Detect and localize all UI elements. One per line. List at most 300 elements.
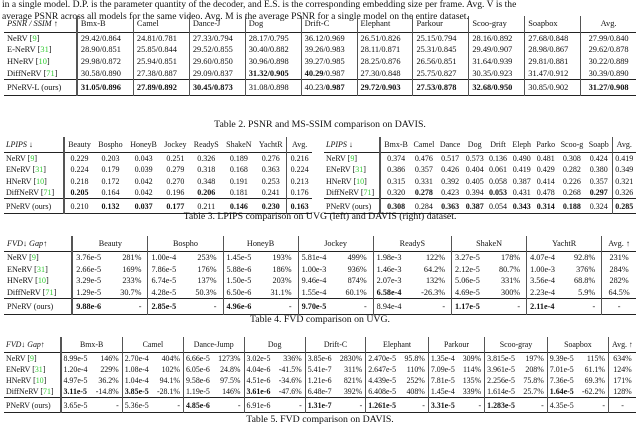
cell-value: 0.386 — [387, 165, 406, 175]
cell-value: 26.56/0.851 — [416, 56, 457, 66]
table-cell — [301, 56, 357, 68]
table-cell — [64, 187, 95, 199]
table-cell — [581, 56, 636, 68]
cell-value: 0.164 — [101, 187, 120, 197]
metric-header: LPIPS ↓ — [326, 140, 353, 149]
table-cell — [612, 153, 636, 165]
method-name: NeRV [9] — [7, 33, 40, 43]
table-cell — [126, 187, 160, 199]
table-row-ours — [4, 80, 636, 96]
cell-value: 3.29e-5 — [76, 276, 102, 286]
cell-psnr: 40.29 — [304, 68, 324, 78]
cell-value: 4.35e-5 — [549, 401, 574, 411]
gap-value: - — [422, 401, 425, 411]
fvd-value — [547, 386, 578, 398]
cell-value: 27.33/0.794 — [192, 33, 233, 43]
gap-value: -62.2% — [582, 387, 606, 397]
table-header-row — [4, 337, 636, 353]
gap-value: - — [517, 302, 521, 312]
gap-value: 97.5% — [220, 376, 241, 386]
table-cell — [486, 164, 509, 175]
table-row — [4, 252, 636, 264]
table-cell — [189, 56, 245, 68]
method-label: DiffNeRV — [326, 187, 359, 197]
cell-value: 0.179 — [101, 165, 120, 175]
table-cell — [64, 164, 95, 175]
table-cell — [586, 164, 612, 175]
col-header: Dog — [467, 140, 482, 149]
cell-value: 0.177 — [166, 201, 185, 211]
table-cell — [469, 32, 525, 44]
fvd-value — [547, 353, 578, 365]
citation-ref: 9 — [350, 154, 355, 164]
cell-value: 1.283e-5 — [487, 401, 515, 411]
method-name: DiffNeRV [71] — [6, 387, 54, 397]
gap-value: 309% — [462, 354, 482, 364]
gap-value: - — [177, 401, 180, 411]
method-name: DiffNeRV [71] — [7, 68, 58, 78]
table-row — [4, 164, 312, 175]
gap-value: - — [442, 302, 446, 312]
gap-value: -41.5% — [278, 365, 302, 375]
cell-value: 29.09/0.837 — [192, 68, 233, 78]
fvd-value — [485, 364, 520, 375]
cell-value: 6.74e-5 — [151, 276, 177, 286]
cell-value: 2.23e-4 — [530, 287, 555, 297]
col-header: Soapbox — [547, 337, 608, 353]
cell-value: 39.26/0.983 — [304, 45, 345, 55]
table-row — [4, 287, 636, 299]
gap-value: 115% — [586, 354, 606, 364]
col-header: Avg. — [581, 16, 636, 32]
cell-value: 30.96/0.898 — [248, 56, 289, 66]
cell-value: 6.50e-6 — [226, 287, 252, 297]
fvd-value — [61, 353, 92, 365]
table-cell — [586, 153, 612, 165]
method-label: DiffNeRV — [6, 187, 39, 197]
citation-ref: 9 — [32, 33, 37, 43]
cell-value: 0.392 — [441, 176, 460, 186]
gap-value: 176% — [197, 264, 217, 274]
method-label: NeRV — [7, 253, 28, 263]
gap-value: 135% — [462, 376, 482, 386]
col-header: Dog — [245, 16, 301, 32]
fvd-value — [244, 386, 275, 398]
table-cell — [486, 176, 509, 187]
table-cell — [463, 176, 486, 187]
avg-gap: 231% — [602, 252, 636, 264]
cell-value: 1.00e-3 — [530, 264, 555, 274]
fvd-value — [527, 264, 565, 275]
table-row — [4, 353, 636, 365]
gap-value: 499% — [347, 253, 367, 263]
method-name: NeRV [9] — [6, 354, 37, 364]
table-cell — [558, 187, 586, 199]
gap-value: 30.7% — [120, 287, 142, 297]
method-name: E-NeRV [31] — [7, 45, 52, 55]
cell-value: 5.06e-5 — [455, 276, 480, 286]
cell-value: 0.276 — [261, 154, 280, 164]
col-header: Drift-C — [301, 16, 357, 32]
table-cell — [510, 187, 534, 199]
gap-value: 376% — [576, 264, 596, 274]
fvd-value — [452, 252, 490, 264]
cell-ssim: 0.987 — [325, 83, 345, 93]
fvd-value — [223, 299, 261, 314]
cell-value: 31.32/0.905 — [248, 68, 289, 78]
cell-value: 28.11/0.871 — [360, 45, 401, 55]
gap-value: 5.9% — [578, 287, 596, 297]
metric-header: FVD↓ Gap↑ — [6, 340, 45, 349]
cell-value: 29.62/0.878 — [588, 45, 629, 55]
fvd-value — [366, 353, 401, 365]
cell-value: 8.99e-5 — [63, 354, 88, 364]
method-label: DiffNeRV — [6, 387, 39, 397]
table-cell — [357, 68, 413, 80]
fvd-value — [452, 299, 490, 314]
method-name: PNeRV-L (ours) — [7, 83, 62, 93]
gap-value: 95.8% — [404, 354, 425, 364]
gap-value: 114% — [463, 365, 482, 375]
table-cell — [222, 153, 255, 165]
intro-line-1: in a single model. D.P. is the parameter quantity of the decoder, and E.S. is the corresponding embedding size per frame. Avg. V is the — [2, 0, 517, 10]
table-cell — [437, 153, 463, 165]
col-header: Avg. ↑ — [609, 337, 636, 353]
fvd-value — [72, 287, 111, 299]
cell-value: 7.86e-5 — [151, 264, 177, 274]
col-header: Drift — [490, 140, 506, 149]
fvd-value — [373, 299, 411, 314]
gap-value: - — [541, 401, 544, 411]
table-cell — [581, 32, 636, 44]
fvd-value — [72, 275, 111, 286]
table-cell — [95, 187, 127, 199]
cell-value: 29.98/0.872 — [80, 56, 121, 66]
method-label: NeRV — [7, 33, 28, 43]
gap-value: 146% — [100, 354, 119, 364]
table-cell — [469, 44, 525, 56]
table-header-row — [4, 16, 636, 32]
gap-value: 61.1% — [584, 365, 606, 375]
cell-value: 0.387 — [512, 176, 531, 186]
cell-value: 0.429 — [536, 165, 555, 175]
table-cell — [126, 176, 160, 187]
gap-value: - — [288, 302, 292, 312]
cell-value: 30.45/0.873 — [192, 83, 233, 93]
col-header: Jockey — [298, 236, 373, 252]
cell-value: 0.414 — [536, 176, 555, 186]
gap-value: - — [116, 401, 119, 411]
table-cell — [469, 68, 525, 80]
col-header: ReadyS — [193, 140, 219, 149]
col-header: Camel — [133, 16, 189, 32]
cell-value: 0.181 — [229, 187, 248, 197]
table-cell — [469, 80, 525, 96]
citation-ref: 31 — [355, 165, 364, 175]
cell-value: 30.85/0.902 — [528, 83, 569, 93]
cell-value: 0.573 — [465, 154, 484, 164]
cell-value: 2.11e-4 — [530, 302, 555, 312]
table-cell: 40.23/0.987 — [301, 80, 357, 96]
table-cell — [287, 153, 312, 165]
cell-value: 28.17/0.795 — [248, 33, 289, 43]
cell-value: 0.423 — [441, 187, 460, 197]
cell-value: 0.163 — [290, 201, 309, 211]
cell-value: 6.66e-5 — [185, 354, 210, 364]
citation-ref: 71 — [43, 187, 52, 197]
table-cell — [411, 187, 437, 199]
fvd-value — [183, 398, 214, 413]
table-cell — [133, 80, 189, 96]
avg-gap: 282% — [602, 275, 636, 286]
gap-value: - — [359, 401, 363, 411]
table-cell — [245, 68, 301, 80]
method-label: HNeRV — [6, 176, 32, 186]
citation-ref: 31 — [36, 264, 46, 274]
cell-value: 0.348 — [197, 176, 216, 186]
citation-ref: 9 — [30, 154, 35, 164]
cell-value: 7.36e-5 — [549, 376, 574, 386]
cell-value: 0.230 — [261, 201, 280, 211]
cell-value: 1.35e-4 — [430, 354, 455, 364]
cell-value: 2.647e-5 — [368, 365, 397, 375]
gap-value: - — [478, 401, 482, 411]
cell-value: 1.20e-4 — [63, 365, 88, 375]
table-cell — [77, 32, 134, 44]
cell-value: 27.38/0.887 — [136, 68, 177, 78]
citation-ref: 71 — [46, 68, 55, 78]
table-row — [4, 375, 636, 386]
table2-caption: Table 2. PSNR and MS-SSIM comparison on DAVIS. — [214, 119, 426, 130]
cell-value: 3.02e-5 — [246, 354, 271, 364]
col-header: Bmx-B — [77, 16, 134, 32]
cell-value: 6.48e-7 — [307, 387, 332, 397]
cell-value: 27.89/0.892 — [136, 83, 177, 93]
citation-ref: 10 — [35, 376, 44, 386]
cell-value: 36.12/0.969 — [304, 33, 345, 43]
method-name: ENeRV [31] — [6, 365, 46, 375]
gap-value: 186% — [272, 264, 292, 274]
gap-value: - — [592, 302, 596, 312]
fvd-value — [61, 386, 92, 398]
fvd-value — [366, 386, 401, 398]
avg-gap: 284% — [602, 264, 636, 275]
fvd-value — [527, 275, 565, 286]
cell-value: 0.042 — [134, 187, 153, 197]
cell-value: 6.58e-4 — [376, 287, 402, 297]
cell-value: 1.08e-4 — [124, 365, 149, 375]
table-cell — [558, 164, 586, 175]
method-label: ENeRV — [6, 365, 31, 375]
gap-value: 203% — [272, 276, 292, 286]
cell-value: 29.49/0.907 — [472, 45, 513, 55]
cell-value: 30.22/0.889 — [588, 56, 629, 66]
table-row — [4, 56, 636, 68]
table-cell — [486, 153, 509, 165]
method-name: HNeRV [10] — [6, 376, 47, 386]
gap-value: - — [138, 302, 142, 312]
citation-ref: 10 — [37, 276, 46, 286]
table-cell — [586, 176, 612, 187]
table-cell — [245, 80, 301, 96]
cell-value: 1.614e-5 — [487, 387, 515, 397]
cell-value: 3.56e-4 — [530, 276, 555, 286]
cell-value: 0.419 — [615, 154, 634, 164]
avg-gap: 64.5% — [602, 287, 636, 299]
table-cell — [581, 44, 636, 56]
table-cell — [586, 187, 612, 199]
table-header-row — [4, 236, 636, 252]
table-row — [4, 176, 312, 187]
cell-value: 0.405 — [465, 176, 484, 186]
col-header: Parkour — [413, 16, 469, 32]
cell-value: 0.039 — [134, 165, 153, 175]
cell-value: 4.04e-6 — [246, 365, 271, 375]
table-cell — [126, 164, 160, 175]
fvd-value — [366, 364, 401, 375]
cell-value: 1.00e-3 — [301, 264, 327, 274]
fvd-value — [428, 353, 459, 365]
gap-value: 64.2% — [423, 264, 446, 274]
table-cell — [190, 153, 222, 165]
table-cell — [95, 176, 127, 187]
gap-value: 24.8% — [220, 365, 241, 375]
col-header: Soapbox — [525, 16, 581, 32]
col-header: Beauty — [64, 137, 95, 153]
cell-value: 7.81e-5 — [430, 376, 455, 386]
table-cell — [64, 176, 95, 187]
method-label: DiffNeRV — [7, 287, 41, 297]
col-header: Eleph — [512, 140, 532, 149]
cell-value: 30.40/0.882 — [248, 45, 289, 55]
col-header: Bmx-B — [380, 137, 410, 153]
method-label: HNeRV — [6, 376, 32, 386]
cell-value: 0.191 — [229, 176, 248, 186]
cell-value: 24.81/0.781 — [136, 33, 177, 43]
cell-value: 0.136 — [489, 154, 508, 164]
method-label: ENeRV — [7, 264, 33, 274]
table-row — [4, 32, 636, 44]
col-header: Avg. — [287, 137, 312, 153]
cell-value: 29.72/0.903 — [360, 83, 401, 93]
table-cell — [222, 187, 255, 199]
cell-value: 25.85/0.844 — [136, 45, 177, 55]
cell-value: 1.04e-4 — [124, 376, 149, 386]
cell-value: 8.94e-4 — [376, 302, 402, 312]
table-fvd-davis — [4, 337, 636, 413]
gap-value: 331% — [501, 276, 521, 286]
cell-value: 1.46e-3 — [376, 264, 402, 274]
cell-value: 0.297 — [589, 187, 608, 197]
cell-value: 0.146 — [229, 201, 248, 211]
table-cell — [525, 56, 581, 68]
fvd-value — [373, 275, 411, 286]
avg-gap: 634% — [609, 353, 636, 365]
cell-value: 39.27/0.985 — [304, 56, 345, 66]
table-cell — [510, 164, 534, 175]
table-cell — [581, 68, 636, 80]
fvd-value — [428, 375, 459, 386]
table-cell — [189, 32, 245, 44]
cell-value: 0.387 — [465, 201, 484, 211]
fvd-value — [61, 364, 92, 375]
gap-value: 169% — [122, 264, 142, 274]
table-cell — [510, 176, 534, 187]
cell-value: 2.07e-3 — [376, 276, 402, 286]
fvd-value — [305, 364, 336, 375]
table4-caption: Table 4. FVD comparison on UVG. — [250, 314, 390, 325]
table-cell — [413, 32, 469, 44]
table-cell — [222, 176, 255, 187]
table-cell — [612, 176, 636, 187]
cell-value: 28.16/0.892 — [472, 33, 513, 43]
table-row — [4, 386, 636, 398]
cell-value: 0.490 — [512, 154, 531, 164]
gap-value: 197% — [525, 354, 544, 364]
method-label: NeRV — [6, 354, 26, 364]
table-cell — [411, 164, 437, 175]
cell-value: 0.363 — [441, 201, 460, 211]
table-cell — [534, 176, 558, 187]
cell-value: 28.98/0.867 — [528, 45, 569, 55]
gap-value: 146% — [222, 387, 241, 397]
cell-value: 27.30/0.848 — [360, 68, 401, 78]
fvd-value — [428, 364, 459, 375]
col-header: Camel — [122, 337, 183, 353]
fvd-value — [61, 398, 92, 413]
table-cell — [510, 153, 534, 165]
cell-value: 29.42/0.864 — [80, 33, 121, 43]
table-cell — [413, 44, 469, 56]
cell-value: 3.31e-5 — [430, 401, 455, 411]
table-cell — [245, 56, 301, 68]
method-name: NeRV [9] — [7, 253, 39, 263]
cell-value: 4.51e-6 — [246, 376, 271, 386]
cell-value: 4.69e-5 — [455, 287, 480, 297]
fvd-value — [305, 398, 336, 413]
table-row-ours — [4, 299, 636, 314]
gap-value: 233% — [122, 276, 142, 286]
table-cell — [525, 32, 581, 44]
cell-value: 4.96e-6 — [226, 302, 252, 312]
col-header: ReadyS — [373, 236, 451, 252]
cell-value: 0.343 — [512, 201, 531, 211]
table-cell — [357, 32, 413, 44]
cell-value: 7.09e-5 — [430, 365, 455, 375]
table-cell — [190, 187, 222, 199]
cell-value: 4.439e-5 — [368, 376, 397, 386]
table-cell — [190, 176, 222, 187]
gap-value: 1273% — [218, 354, 241, 364]
gap-value: 102% — [161, 365, 180, 375]
table-row — [4, 264, 636, 275]
table-lpips-davis — [324, 137, 636, 214]
method-name: PNeRV (ours) — [6, 401, 51, 411]
fvd-value — [223, 252, 261, 264]
metric-header: PSNR / SSIM ↑ — [7, 19, 58, 28]
table-cell — [222, 164, 255, 175]
table-cell — [413, 80, 469, 96]
col-header: YachtR — [258, 140, 283, 149]
method-name: DiffNeRV [71] — [6, 187, 55, 197]
cell-value: 0.318 — [197, 165, 216, 175]
cell-value: 0.363 — [261, 165, 280, 175]
cell-value: 28.90/0.851 — [80, 45, 121, 55]
fvd-value — [148, 299, 186, 314]
fvd-value — [122, 398, 153, 413]
cell-value: 1.00e-4 — [151, 253, 177, 263]
cell-value: 4.28e-5 — [151, 287, 177, 297]
